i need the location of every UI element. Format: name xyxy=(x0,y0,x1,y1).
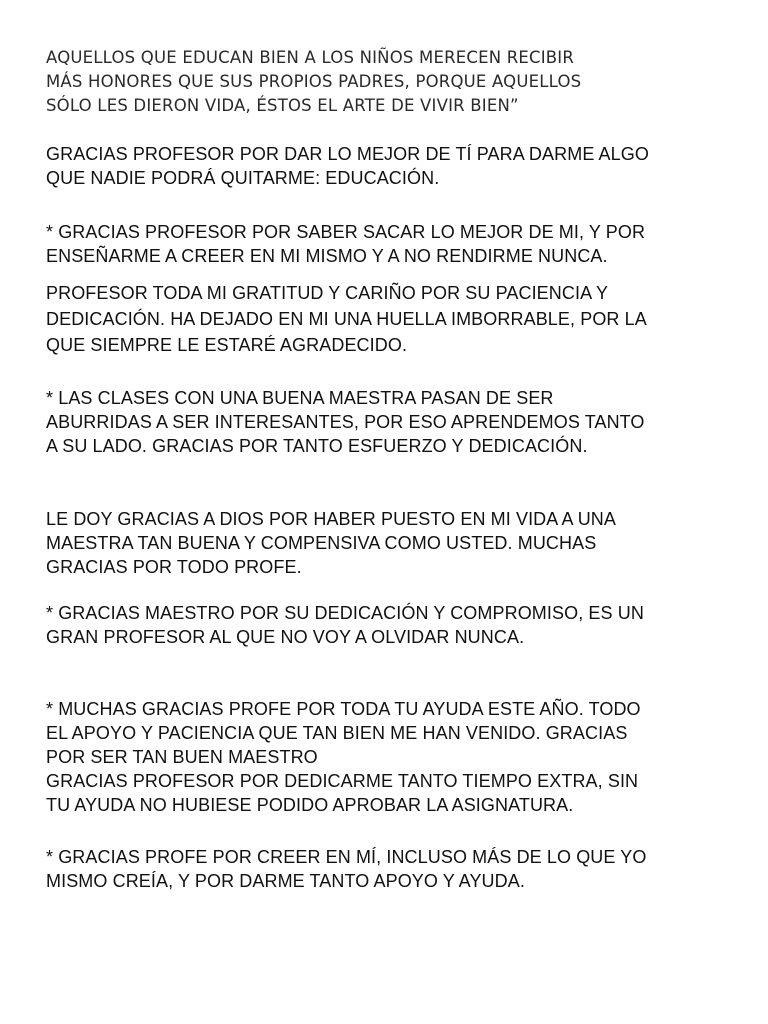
thanks-paragraph-god: LE DOY GRACIAS A DIOS POR HABER PUESTO EN MI VIDA A UNA MAESTRA TAN BUENA Y COMPENSIVA COMO USTED. MUCHAS GRACIAS POR TODO PROFE. xyxy=(46,509,617,577)
opening-quote-paragraph: AQUELLOS QUE EDUCAN BIEN A LOS NIÑOS MERECEN RECIBIR MÁS HONORES QUE SUS PROPIOS PADRES, PORQUE AQUELLOS SÓLO LES DIERON VIDA, ÉSTOS EL ARTE DE VIVIR BIEN” xyxy=(46,48,582,115)
thanks-paragraph-dedication: * GRACIAS MAESTRO POR SU DEDICACIÓN Y COMPROMISO, ES UN GRAN PROFESOR AL QUE NO VOY A OLVIDAR NUNCA. xyxy=(46,603,644,647)
thanks-paragraph-gratitude: PROFESOR TODA MI GRATITUD Y CARIÑO POR SU PACIENCIA Y DEDICACIÓN. HA DEJADO EN MI UNA HUELLA IMBORRABLE, POR LA QUE SIEMPRE LE ESTARÉ AGRADECIDO. xyxy=(46,283,647,355)
thanks-paragraph-believing: * GRACIAS PROFE POR CREER EN MÍ, INCLUSO MÁS DE LO QUE YO MISMO CREÍA, Y POR DARME TANTO APOYO Y AYUDA. xyxy=(46,847,647,891)
thanks-paragraph-education: GRACIAS PROFESOR POR DAR LO MEJOR DE TÍ PARA DARME ALGO QUE NADIE PODRÁ QUITARME: EDUCACIÓN. xyxy=(46,144,649,188)
thanks-paragraph-best-of-me: * GRACIAS PROFESOR POR SABER SACAR LO MEJOR DE MI, Y POR ENSEÑARME A CREER EN MI MISMO Y A NO RENDIRME NUNCA. xyxy=(46,222,646,266)
thanks-paragraph-classes: * LAS CLASES CON UNA BUENA MAESTRA PASAN DE SER ABURRIDAS A SER INTERESANTES, POR ESO APRENDEMOS TANTO A SU LADO. GRACIAS POR TANTO ESFUERZO Y DEDICACIÓN. xyxy=(46,388,645,456)
thanks-paragraph-help: * MUCHAS GRACIAS PROFE POR TODA TU AYUDA ESTE AÑO. TODO EL APOYO Y PACIENCIA QUE TAN BIEN ME HAN VENIDO. GRACIAS POR SER TAN BUEN MAESTRO GRACIAS PROFESOR POR DEDICARME TANTO TIEMPO EXTRA, SIN TU AYUDA NO HUBIESE PODIDO APROBAR LA ASIGNATURA. xyxy=(46,699,641,815)
